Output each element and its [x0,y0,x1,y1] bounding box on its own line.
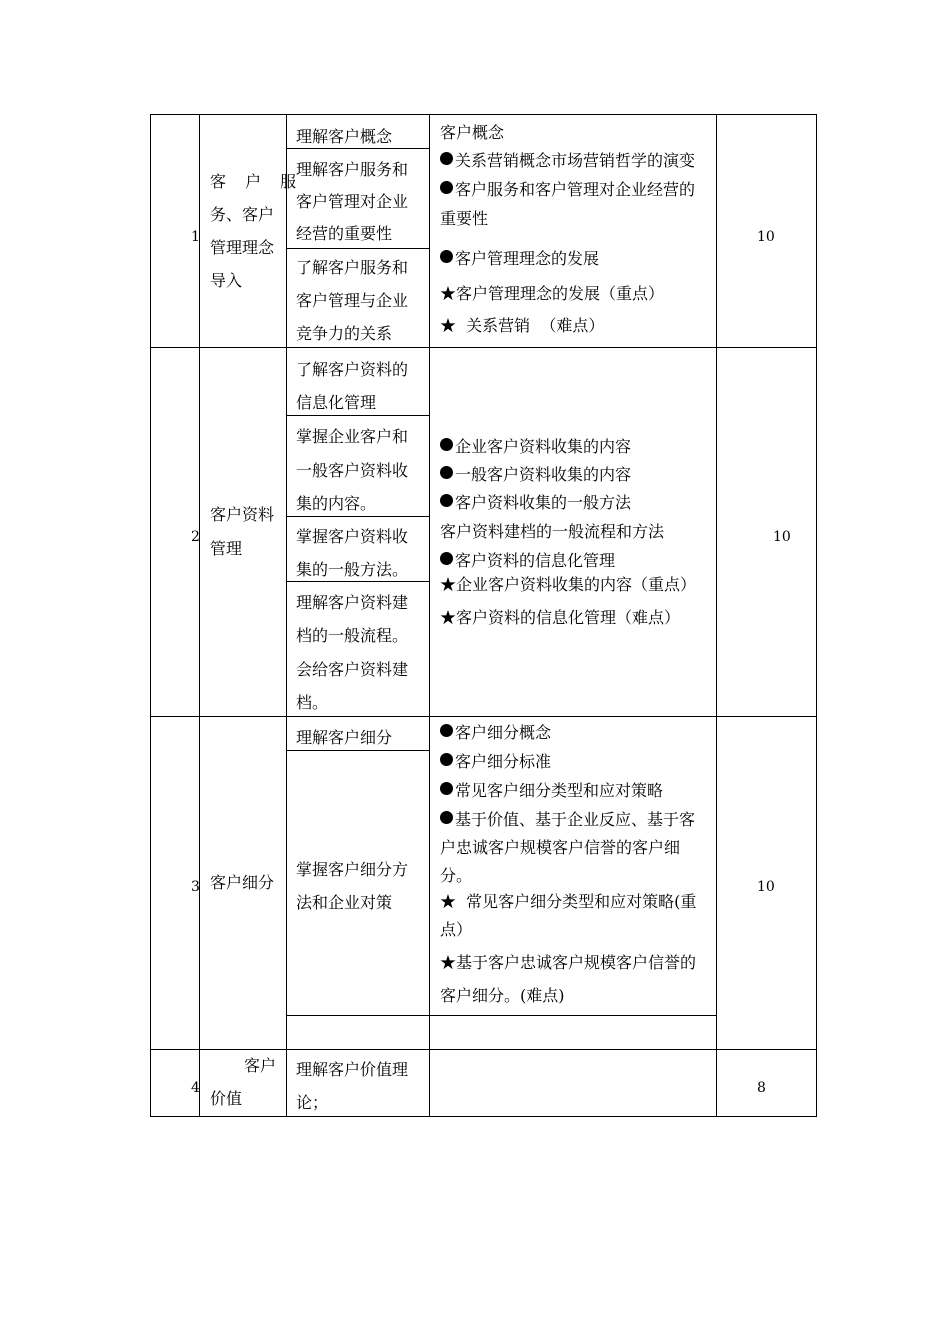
row-number: 2 [191,529,200,545]
list-item: 客户资料的信息化管理 [440,551,615,571]
list-item: 客户管理理念的发展 [440,249,599,269]
cell-divider [286,415,430,416]
bullet-icon [440,782,453,795]
bullet-icon [440,753,453,766]
bullet-icon [440,152,453,165]
list-item: 常见客户细分类型和应对策略 [440,781,663,801]
bullet-icon [440,250,453,263]
column-divider [429,114,430,1117]
table-border-left [150,114,151,1117]
cell-divider [286,750,430,751]
cell-divider [286,248,430,249]
bullet-icon [440,181,453,194]
row-number: 4 [191,1080,200,1096]
bullet-icon [440,494,453,507]
list-item: 一般客户资料收集的内容 [440,465,631,485]
bullet-icon [440,552,453,565]
row-number: 3 [191,879,200,895]
cell-divider [286,581,430,582]
hours-value: 8 [757,1080,766,1096]
hours-value: 10 [773,529,791,545]
list-item: 关系营销概念市场营销哲学的演变 [440,151,695,171]
cell-divider [286,516,430,517]
list-item: 客户资料收集的一般方法 [440,493,631,513]
list-item: 基于价值、基于企业反应、基于客 [440,810,695,830]
bullet-icon [440,438,453,451]
column-divider [199,114,200,1117]
column-divider [716,114,717,1117]
hours-value: 10 [757,879,775,895]
list-item: 客户服务和客户管理对企业经营的 [440,180,695,200]
bullet-icon [440,466,453,479]
hours-value: 10 [757,229,775,245]
bullet-icon [440,724,453,737]
bullet-icon [440,811,453,824]
cell-divider [286,148,430,149]
list-item: 客户细分概念 [440,723,551,743]
table-border-right [816,114,817,1117]
row-number: 1 [191,229,200,245]
list-item: 企业客户资料收集的内容 [440,437,631,457]
list-item: 客户细分标准 [440,752,551,772]
column-divider [286,114,287,1117]
cell-divider [286,1015,717,1016]
